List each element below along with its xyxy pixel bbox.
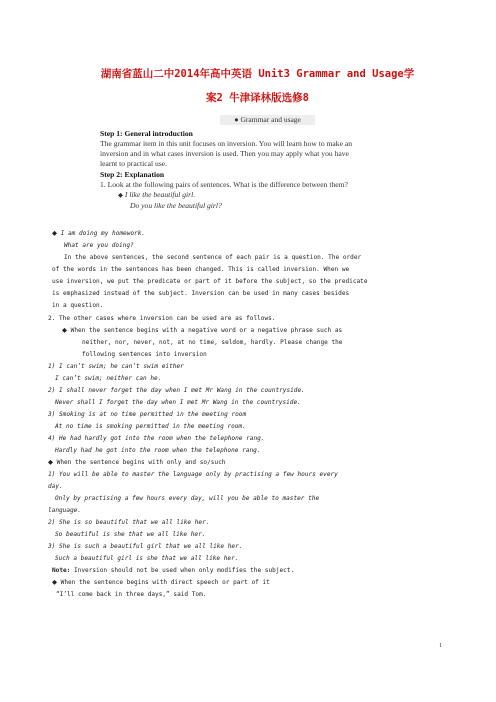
practice-sentence: day.: [48, 483, 63, 490]
case-text: When the sentence begins with direct speech or part of it: [60, 579, 270, 586]
document-title-line2: 案2 牛津译林版选修8: [206, 92, 309, 104]
answer-sentence: So beautiful is she that we all like her.: [55, 531, 206, 538]
paragraph-line: of the words in the sentences has been changed. This is called inversion. When we: [52, 266, 350, 273]
section-header-bar: ● Grammar and usage: [220, 115, 315, 125]
example-row: [118, 190, 195, 200]
case-row: [62, 325, 342, 337]
step1-line: learnt to practical use.: [100, 159, 168, 168]
paragraph-line: use inversion, we put the predicate or part of it before the subject, so the predicate: [52, 278, 368, 285]
step2-heading: Step 2: Explanation: [100, 170, 165, 179]
point-heading: 2. The other cases where inversion can be used are as follows.: [48, 315, 276, 322]
example-sentence: What are you doing?: [64, 242, 134, 249]
case-text: neither, nor, never, not, at no time, seldom, hardly. Please change the: [82, 339, 343, 346]
practice-sentence: 2) She is so beautiful that we all like her.: [48, 519, 210, 526]
paragraph-line: In the above sentences, the second sentence of each pair is a question. The order: [64, 254, 362, 261]
diamond-bullet-icon: ◆: [62, 326, 67, 334]
answer-sentence: I can’t swim; neither can he.: [55, 375, 162, 382]
case-row: [48, 457, 225, 469]
step1-line: inversion and in what cases inversion is used. Then you may apply what you have: [100, 149, 349, 158]
answer-sentence: Never shall I forget the day when I met Mr Wang in the countryside.: [55, 399, 301, 406]
paragraph-line: is emphasized instead of the subject. Inversion can be used in many cases besides: [52, 290, 350, 297]
note-label: Note:: [52, 567, 71, 574]
practice-sentence: 4) He had hardly got into the room when the telephone rang.: [48, 435, 265, 442]
step1-line: The grammar item in this unit focuses on inversion. You will learn how to make an: [100, 139, 353, 148]
paragraph-line: in a question.: [52, 302, 104, 309]
case-text: When the sentence begins with a negative word or a negative phrase such as: [70, 327, 343, 334]
answer-sentence: Such a beautiful girl is she that we all like her.: [55, 555, 239, 562]
answer-sentence: Hardly had he got into the room when the telephone rang.: [55, 447, 261, 454]
note-row: [52, 565, 294, 577]
step1-heading: Step 1: General introduction: [100, 129, 193, 138]
case-text: following sentences into inversion: [82, 351, 207, 358]
document-title-line1: 湖南省蓝山二中2014年高中英语 Unit3 Grammar and Usage学: [100, 68, 415, 80]
example-sentence: I like the beautiful girl.: [124, 190, 196, 199]
practice-sentence: 3) She is such a beautiful girl that we all like her.: [48, 543, 243, 550]
practice-sentence: 2) I shall never forget the day when I met Mr Wang in the countryside.: [48, 387, 305, 394]
answer-sentence: Only by practising a few hours every day, will you be able to master the: [55, 495, 320, 502]
practice-sentence: 1) I can’t swim; he can’t swim either: [48, 363, 184, 370]
case-row: [52, 577, 270, 589]
practice-sentence: 3) Smoking is at no time permitted in the meeting room: [48, 411, 247, 418]
page-number: 1: [439, 643, 442, 649]
diamond-bullet-icon: ◆: [52, 229, 57, 237]
case-text: When the sentence begins with only and so/such: [56, 459, 226, 466]
diamond-bullet-icon: ◆: [118, 191, 123, 199]
answer-sentence: At no time is smoking permitted in the meeting room.: [55, 423, 246, 430]
practice-sentence: 1) You will be able to master the language only by practising a few hours every: [48, 471, 338, 478]
step2-item: 1. Look at the following pairs of sentences. What is the difference between them?: [100, 180, 348, 189]
diamond-bullet-icon: ◆: [48, 458, 53, 466]
diamond-bullet-icon: ◆: [52, 578, 57, 586]
note-text: Inversion should not be used when only modifies the subject.: [74, 567, 295, 574]
example-row: [52, 228, 145, 240]
quote-sentence: “I’ll come back in three days,” said Tom.: [56, 591, 207, 598]
answer-sentence: language.: [48, 507, 82, 514]
example-sentence: I am doing my homework.: [60, 230, 146, 237]
example-sentence: Do you like the beautiful girl?: [130, 201, 222, 210]
